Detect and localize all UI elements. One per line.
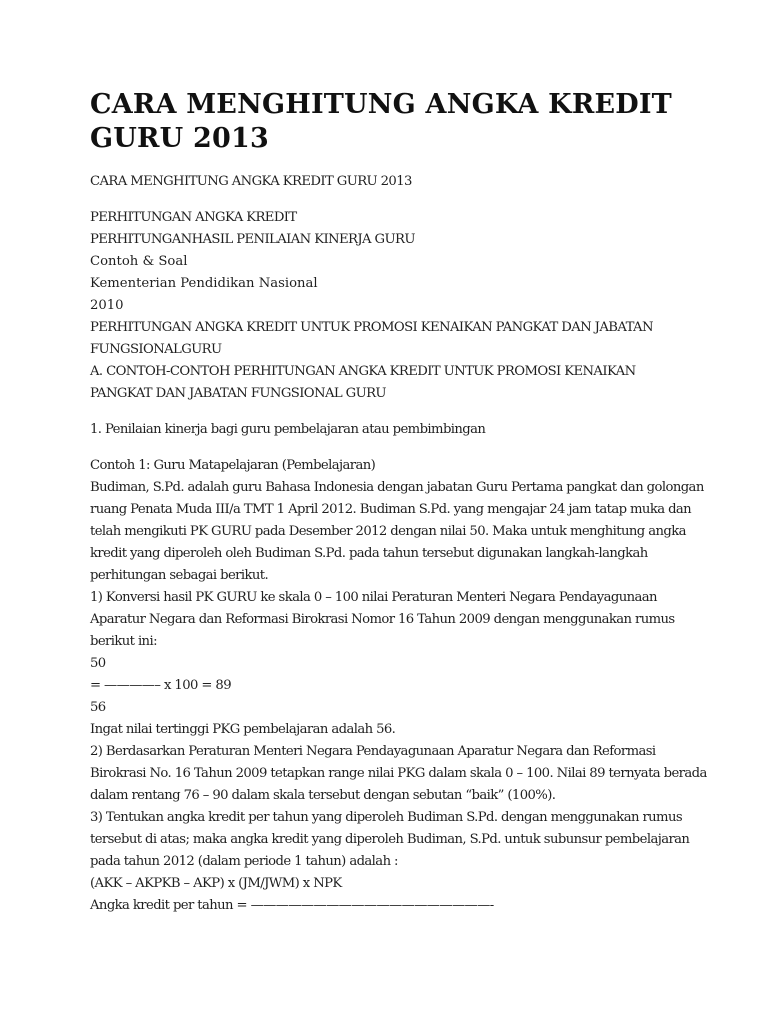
text-line: berikut ini: — [90, 634, 157, 649]
text-line: Budiman, S.Pd. adalah guru Bahasa Indonesia dengan jabatan Guru Pertama pangkat dan golongan — [90, 480, 704, 495]
text-line: perhitungan sebagai berikut. — [90, 568, 269, 583]
title-line: CARA MENGHITUNG ANGKA KREDIT — [90, 89, 672, 120]
document-page — [90, 88, 707, 931]
text-line: PERHITUNGAN ANGKA KREDIT — [90, 210, 297, 225]
text-line: 1. Penilaian kinerja bagi guru pembelajaran atau pembimbingan — [90, 422, 486, 437]
text-line: Angka kredit per tahun = ———————————————————- — [90, 898, 494, 913]
text-line: A. CONTOH-CONTOH PERHITUNGAN ANGKA KREDIT UNTUK PROMOSI KENAIKAN — [90, 364, 636, 379]
document-title — [90, 88, 690, 156]
subtitle-paragraph — [90, 171, 690, 193]
text-line: 2010 — [90, 298, 124, 313]
text-line: pada tahun 2012 (dalam periode 1 tahun) adalah : — [90, 854, 398, 869]
text-line: dalam rentang 76 – 90 dalam skala tersebut dengan sebutan “baik” (100%). — [90, 788, 556, 803]
text-line: PERHITUNGAN ANGKA KREDIT UNTUK PROMOSI KENAIKAN PANGKAT DAN JABATAN — [90, 320, 653, 335]
text-line: Kementerian Pendidikan Nasional — [90, 276, 318, 291]
text-line: 1) Konversi hasil PK GURU ke skala 0 – 100 nilai Peraturan Menteri Negara Pendayagunaan — [90, 590, 657, 605]
text-line: 56 — [90, 700, 106, 715]
text-line: ruang Penata Muda III/a TMT 1 April 2012. Budiman S.Pd. yang mengajar 24 jam tatap muka dan — [90, 502, 692, 517]
text-line: CARA MENGHITUNG ANGKA KREDIT GURU 2013 — [90, 174, 412, 189]
text-line: FUNGSIONALGURU — [90, 342, 222, 357]
text-line: 50 — [90, 656, 106, 671]
section-paragraph — [90, 419, 690, 441]
text-line: Contoh & Soal — [90, 254, 188, 269]
text-line: Contoh 1: Guru Matapelajaran (Pembelajaran) — [90, 458, 376, 473]
text-line: Ingat nilai tertinggi PKG pembelajaran adalah 56. — [90, 722, 396, 737]
example-paragraph — [90, 455, 707, 917]
text-line: = ————– x 100 = 89 — [90, 678, 231, 693]
text-line: PANGKAT DAN JABATAN FUNGSIONAL GURU — [90, 386, 386, 401]
text-line: kredit yang diperoleh oleh Budiman S.Pd. pada tahun tersebut digunakan langkah-langkah — [90, 546, 648, 561]
text-line: (AKK – AKPKB – AKP) x (JM/JWM) x NPK — [90, 876, 342, 891]
title-line: GURU 2013 — [90, 123, 269, 154]
text-line: Aparatur Negara dan Reformasi Birokrasi Nomor 16 Tahun 2009 dengan menggunakan rumus — [90, 612, 675, 627]
text-line: Birokrasi No. 16 Tahun 2009 tetapkan range nilai PKG dalam skala 0 – 100. Nilai 89 ternyata berada — [90, 766, 707, 781]
header-paragraph — [90, 207, 690, 405]
text-line: telah mengikuti PK GURU pada Desember 2012 dengan nilai 50. Maka untuk menghitung angka — [90, 524, 686, 539]
text-line: 3) Tentukan angka kredit per tahun yang diperoleh Budiman S.Pd. dengan menggunakan rumus — [90, 810, 683, 825]
text-line: PERHITUNGANHASIL PENILAIAN KINERJA GURU — [90, 232, 415, 247]
text-line: 2) Berdasarkan Peraturan Menteri Negara Pendayagunaan Aparatur Negara dan Reformasi — [90, 744, 656, 759]
text-line: tersebut di atas; maka angka kredit yang diperoleh Budiman, S.Pd. untuk subunsur pembelajaran — [90, 832, 690, 847]
